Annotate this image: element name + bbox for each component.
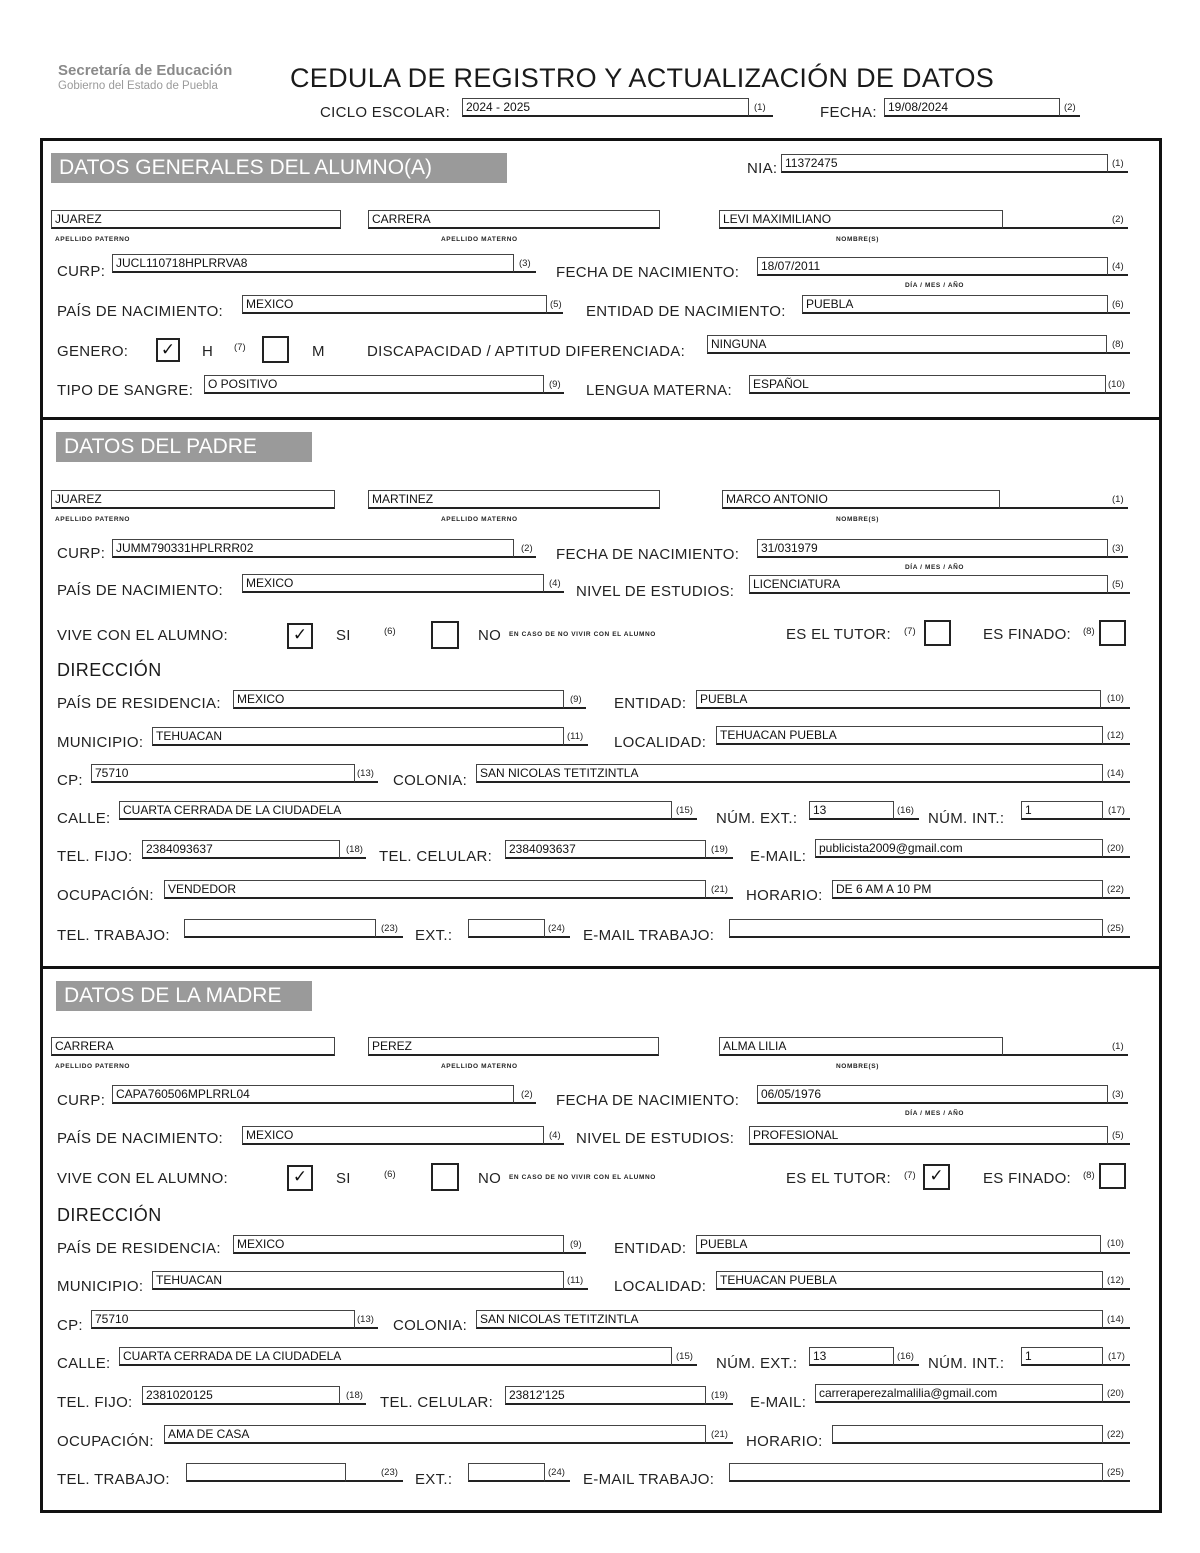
pais-res-label: PAÍS DE RESIDENCIA:	[57, 695, 221, 712]
padre-num-int-field[interactable]: 1	[1021, 801, 1103, 820]
num-label: (5)	[1112, 1130, 1124, 1141]
num-label: (19)	[711, 844, 728, 855]
num-label: (22)	[1107, 1429, 1124, 1440]
padre-curp-field[interactable]: JUMM790331HPLRRR02	[112, 539, 514, 558]
fecha-num: (2)	[1064, 102, 1076, 113]
field-underline	[355, 1327, 378, 1329]
padre-fecha-nac-field[interactable]: 31/031979	[757, 539, 1108, 558]
direccion-heading: DIRECCIÓN	[57, 1205, 162, 1225]
padre-pais-res-field[interactable]: MEXICO	[233, 690, 564, 709]
pais-nac-label: PAÍS DE NACIMIENTO:	[57, 1130, 224, 1147]
field-underline	[706, 857, 733, 859]
padre-email-field[interactable]: publicista2009@gmail.com	[815, 839, 1103, 858]
tipo-sangre-label: TIPO DE SANGRE:	[57, 382, 194, 399]
sublabel-materno: APELLIDO MATERNO	[441, 236, 518, 243]
num-label: (2)	[521, 543, 533, 554]
curp-label: CURP:	[57, 263, 106, 280]
num-label: (8)	[1112, 339, 1124, 350]
field-underline	[1108, 274, 1128, 276]
sublabel-dma: DÍA / MES / AÑO	[905, 1110, 965, 1117]
field-underline	[1101, 1252, 1130, 1254]
nia-label: NIA:	[747, 160, 778, 177]
field-underline	[545, 936, 570, 938]
num-label: (4)	[549, 1130, 561, 1141]
field-underline	[1108, 592, 1130, 594]
sublabel-materno: APELLIDO MATERNO	[441, 1063, 518, 1070]
padre-email-trabajo-field[interactable]	[729, 919, 1103, 938]
direccion-heading: DIRECCIÓN	[57, 660, 162, 680]
num-label: (5)	[1112, 579, 1124, 590]
ext-label: EXT.:	[415, 927, 453, 944]
alumno-paterno-field[interactable]: JUAREZ	[51, 210, 341, 229]
num-label: (4)	[1112, 261, 1124, 272]
num-label: (8)	[1083, 626, 1095, 637]
colonia-label: COLONIA:	[393, 772, 468, 789]
nia-field[interactable]: 11372475	[781, 154, 1108, 173]
field-underline	[1106, 392, 1130, 394]
num-label: (3)	[1112, 1089, 1124, 1100]
field-underline	[1103, 856, 1130, 858]
madre-municipio-field[interactable]: TEHUACAN	[152, 1271, 564, 1290]
cp-label: CP:	[57, 772, 83, 789]
finado-label: ES FINADO:	[983, 1170, 1072, 1187]
field-underline	[672, 1364, 697, 1366]
padre-colonia-field[interactable]: SAN NICOLAS TETITZINTLA	[476, 764, 1103, 783]
genero-h-checkbox[interactable]: ✓	[156, 338, 180, 362]
sublabel-paterno: APELLIDO PATERNO	[55, 236, 131, 243]
madre-ext-field[interactable]	[468, 1463, 545, 1482]
field-underline	[547, 312, 563, 314]
si-label: SI	[336, 627, 351, 644]
field-underline	[1103, 1442, 1130, 1444]
madre-horario-field[interactable]	[832, 1425, 1103, 1444]
madre-curp-field[interactable]: CAPA760506MPLRRL04	[112, 1085, 514, 1104]
num-label: (23)	[381, 923, 398, 934]
num-label: (13)	[357, 1314, 374, 1325]
padre-localidad-field[interactable]: TEHUACAN PUEBLA	[716, 726, 1103, 745]
padre-horario-field[interactable]: DE 6 AM A 10 PM	[832, 880, 1103, 899]
sublabel-paterno: APELLIDO PATERNO	[55, 516, 131, 523]
ciclo-underline	[749, 115, 773, 117]
madre-num-ext-field[interactable]: 13	[809, 1347, 894, 1366]
org-subtitle: Gobierno del Estado de Puebla	[58, 80, 218, 92]
padre-finado-checkbox[interactable]	[1099, 620, 1126, 646]
num-label: (10)	[1108, 379, 1125, 390]
field-underline	[1003, 227, 1128, 229]
field-underline	[1107, 352, 1130, 354]
field-underline	[564, 1288, 588, 1290]
num-label: (6)	[384, 1169, 396, 1180]
entidad-label: ENTIDAD:	[614, 1240, 687, 1257]
num-label: (17)	[1108, 805, 1125, 816]
num-label: (7)	[904, 626, 916, 637]
num-label: (5)	[550, 299, 562, 310]
field-underline	[1000, 507, 1128, 509]
field-underline	[544, 1143, 564, 1145]
municipio-label: MUNICIPIO:	[57, 734, 144, 751]
madre-tel-fijo-field[interactable]: 2381020125	[142, 1386, 340, 1405]
ciclo-field[interactable]: 2024 - 2025	[462, 98, 749, 117]
genero-m-label: M	[312, 343, 325, 360]
madre-entidad-field[interactable]: PUEBLA	[696, 1235, 1101, 1254]
curp-label: CURP:	[57, 1092, 106, 1109]
num-int-label: NÚM. INT.:	[928, 1355, 1005, 1372]
field-underline	[1103, 781, 1130, 783]
field-underline	[545, 1480, 570, 1482]
num-label: (18)	[346, 1390, 363, 1401]
madre-ocupacion-field[interactable]: AMA DE CASA	[164, 1425, 706, 1444]
pais-nac-label: PAÍS DE NACIMIENTO:	[57, 303, 224, 320]
finado-label: ES FINADO:	[983, 626, 1072, 643]
field-underline	[1108, 312, 1130, 314]
nivel-label: NIVEL DE ESTUDIOS:	[576, 1130, 735, 1147]
colonia-label: COLONIA:	[393, 1317, 468, 1334]
alumno-nombres-field[interactable]: LEVI MAXIMILIANO	[719, 210, 1003, 229]
field-underline	[564, 744, 588, 746]
field-underline	[346, 1480, 403, 1482]
padre-nombres-field[interactable]: MARCO ANTONIO	[722, 490, 1000, 509]
email-label: E-MAIL:	[750, 1394, 807, 1411]
num-label: (15)	[676, 805, 693, 816]
cp-label: CP:	[57, 1317, 83, 1334]
page-title: CEDULA DE REGISTRO Y ACTUALIZACIÓN DE DATOS	[290, 63, 995, 93]
email-trabajo-label: E-MAIL TRABAJO:	[583, 927, 715, 944]
padre-nivel-field[interactable]: LICENCIATURA	[749, 575, 1108, 594]
madre-num-int-field[interactable]: 1	[1021, 1347, 1103, 1366]
madre-email-field[interactable]: carreraperezalmalilia@gmail.com	[815, 1384, 1103, 1403]
madre-vive-no-checkbox[interactable]	[431, 1163, 459, 1191]
genero-label: GENERO:	[57, 343, 129, 360]
num-label: (1)	[1112, 158, 1124, 169]
localidad-label: LOCALIDAD:	[614, 1278, 707, 1295]
municipio-label: MUNICIPIO:	[57, 1278, 144, 1295]
horario-label: HORARIO:	[746, 887, 823, 904]
madre-paterno-field[interactable]: CARRERA	[51, 1037, 335, 1056]
tel-cel-label: TEL. CELULAR:	[379, 848, 493, 865]
section-title-padre: DATOS DEL PADRE	[56, 432, 312, 462]
alumno-pais-nac-field[interactable]: MEXICO	[242, 295, 547, 314]
field-underline	[1103, 1401, 1130, 1403]
alumno-fecha-nac-field[interactable]: 18/07/2011	[757, 257, 1108, 276]
madre-cp-field[interactable]: 75710	[91, 1310, 355, 1329]
field-underline	[706, 1442, 733, 1444]
alumno-materno-field[interactable]: CARRERA	[368, 210, 660, 229]
field-underline	[1103, 743, 1130, 745]
num-label: (23)	[381, 1467, 398, 1478]
num-label: (2)	[521, 1089, 533, 1100]
fecha-nac-label: FECHA DE NACIMIENTO:	[556, 546, 740, 563]
num-label: (8)	[1083, 1170, 1095, 1181]
num-label: (15)	[676, 1351, 693, 1362]
madre-finado-checkbox[interactable]	[1099, 1163, 1126, 1189]
alumno-entidad-nac-field[interactable]: PUEBLA	[802, 295, 1108, 314]
num-label: (14)	[1107, 1314, 1124, 1325]
padre-calle-field[interactable]: CUARTA CERRADA DE LA CIUDADELA	[119, 801, 672, 820]
padre-tel-cel-field[interactable]: 2384093637	[505, 840, 706, 859]
num-label: (6)	[384, 626, 396, 637]
alumno-tipo-sangre-field[interactable]: O POSITIVO	[204, 375, 544, 394]
calle-label: CALLE:	[57, 1355, 111, 1372]
tel-trabajo-label: TEL. TRABAJO:	[57, 1471, 170, 1488]
madre-nivel-field[interactable]: PROFESIONAL	[749, 1126, 1108, 1145]
num-label: (17)	[1108, 1351, 1125, 1362]
horario-label: HORARIO:	[746, 1433, 823, 1450]
field-underline	[894, 1364, 919, 1366]
num-label: (16)	[897, 805, 914, 816]
num-label: (25)	[1107, 1467, 1124, 1478]
discapacidad-label: DISCAPACIDAD / APTITUD DIFERENCIADA:	[367, 343, 686, 360]
vive-label: VIVE CON EL ALUMNO:	[57, 627, 229, 644]
madre-nombres-field[interactable]: ALMA LILIA	[719, 1037, 1003, 1056]
field-underline	[1101, 707, 1130, 709]
fecha-nac-label: FECHA DE NACIMIENTO:	[556, 1092, 740, 1109]
madre-fecha-nac-field[interactable]: 06/05/1976	[757, 1085, 1108, 1104]
num-label: (12)	[1107, 1275, 1124, 1286]
sublabel-dma: DÍA / MES / AÑO	[905, 564, 965, 571]
sublabel-dma: DÍA / MES / AÑO	[905, 282, 965, 289]
num-label: (3)	[1112, 543, 1124, 554]
localidad-label: LOCALIDAD:	[614, 734, 707, 751]
field-underline	[340, 857, 366, 859]
pais-res-label: PAÍS DE RESIDENCIA:	[57, 1240, 221, 1257]
section-title-alumno: DATOS GENERALES DEL ALUMNO(A)	[51, 153, 507, 183]
no-label: NO	[478, 1170, 502, 1187]
ocupacion-label: OCUPACIÓN:	[57, 887, 154, 904]
field-underline	[1103, 818, 1130, 820]
padre-paterno-field[interactable]: JUAREZ	[51, 490, 335, 509]
genero-h-label: H	[202, 343, 214, 360]
num-label: (1)	[1112, 1041, 1124, 1052]
tel-fijo-label: TEL. FIJO:	[57, 1394, 133, 1411]
org-title: Secretaría de Educación	[58, 62, 233, 79]
fecha-nac-label: FECHA DE NACIMIENTO:	[556, 264, 740, 281]
sublabel-no-vive: EN CASO DE NO VIVIR CON EL ALUMNO	[509, 631, 656, 638]
num-label: (21)	[711, 1429, 728, 1440]
field-underline	[340, 1403, 366, 1405]
field-underline	[514, 556, 536, 558]
num-label: (19)	[711, 1390, 728, 1401]
tel-cel-label: TEL. CELULAR:	[380, 1394, 494, 1411]
num-label: (10)	[1107, 693, 1124, 704]
num-label: (9)	[570, 694, 582, 705]
padre-materno-field[interactable]: MARTINEZ	[368, 490, 660, 509]
num-label: (6)	[1112, 299, 1124, 310]
field-underline	[355, 781, 378, 783]
num-label: (3)	[519, 258, 531, 269]
num-ext-label: NÚM. EXT.:	[716, 1355, 798, 1372]
padre-num-ext-field[interactable]: 13	[809, 801, 894, 820]
num-label: (16)	[897, 1351, 914, 1362]
num-label: (24)	[548, 923, 565, 934]
calle-label: CALLE:	[57, 810, 111, 827]
padre-municipio-field[interactable]: TEHUACAN	[152, 727, 564, 746]
field-underline	[376, 936, 403, 938]
email-label: E-MAIL:	[750, 848, 807, 865]
num-label: (11)	[567, 731, 584, 742]
tel-trabajo-label: TEL. TRABAJO:	[57, 927, 170, 944]
madre-pais-nac-field[interactable]: MEXICO	[242, 1126, 544, 1145]
num-label: (4)	[549, 578, 561, 589]
num-ext-label: NÚM. EXT.:	[716, 810, 798, 827]
genero-m-checkbox[interactable]	[262, 336, 289, 363]
num-label: (25)	[1107, 923, 1124, 934]
tutor-label: ES EL TUTOR:	[786, 1170, 892, 1187]
num-int-label: NÚM. INT.:	[928, 810, 1005, 827]
field-underline	[706, 897, 733, 899]
fecha-underline	[1060, 115, 1080, 117]
padre-tel-fijo-field[interactable]: 2384093637	[142, 840, 340, 859]
madre-colonia-field[interactable]: SAN NICOLAS TETITZINTLA	[476, 1310, 1103, 1329]
padre-vive-si-checkbox[interactable]: ✓	[287, 623, 313, 649]
lengua-label: LENGUA MATERNA:	[586, 382, 732, 399]
field-underline	[1108, 1143, 1130, 1145]
madre-calle-field[interactable]: CUARTA CERRADA DE LA CIUDADELA	[119, 1347, 672, 1366]
madre-tel-cel-field[interactable]: 23812'125	[505, 1386, 706, 1405]
num-label: (10)	[1107, 1238, 1124, 1249]
num-label: (13)	[357, 768, 374, 779]
pais-nac-label: PAÍS DE NACIMIENTO:	[57, 582, 224, 599]
madre-email-trabajo-field[interactable]	[729, 1463, 1103, 1482]
madre-tutor-checkbox[interactable]: ✓	[923, 1164, 950, 1190]
field-underline	[1108, 1102, 1128, 1104]
section-title-madre: DATOS DE LA MADRE	[56, 981, 312, 1011]
padre-entidad-field[interactable]: PUEBLA	[696, 690, 1101, 709]
madre-pais-res-field[interactable]: MEXICO	[233, 1235, 564, 1254]
field-underline	[544, 591, 564, 593]
field-underline	[544, 392, 564, 394]
num-label: (7)	[904, 1170, 916, 1181]
field-underline	[514, 1102, 536, 1104]
sublabel-materno: APELLIDO MATERNO	[441, 516, 518, 523]
num-label: (20)	[1107, 1388, 1124, 1399]
num-label: (12)	[1107, 730, 1124, 741]
logo	[58, 62, 232, 92]
padre-tel-trabajo-field[interactable]	[184, 919, 376, 938]
num-label: (2)	[1112, 214, 1124, 225]
field-underline	[514, 271, 536, 273]
madre-materno-field[interactable]: PEREZ	[368, 1037, 659, 1056]
num-label: (20)	[1107, 843, 1124, 854]
field-underline	[672, 818, 697, 820]
padre-pais-nac-field[interactable]: MEXICO	[242, 574, 544, 593]
no-label: NO	[478, 627, 502, 644]
field-underline	[564, 1252, 586, 1254]
field-underline	[1108, 556, 1128, 558]
sublabel-nombres: NOMBRE(S)	[836, 236, 879, 243]
field-underline	[1103, 897, 1130, 899]
sublabel-no-vive: EN CASO DE NO VIVIR CON EL ALUMNO	[509, 1174, 656, 1181]
madre-vive-si-checkbox[interactable]: ✓	[287, 1165, 313, 1191]
curp-label: CURP:	[57, 545, 106, 562]
ocupacion-label: OCUPACIÓN:	[57, 1433, 154, 1450]
field-underline	[564, 707, 586, 709]
num-label: (9)	[570, 1239, 582, 1250]
field-underline	[1103, 1364, 1130, 1366]
si-label: SI	[336, 1170, 351, 1187]
num-label: (14)	[1107, 768, 1124, 779]
sublabel-nombres: NOMBRE(S)	[836, 1063, 879, 1070]
field-underline	[1003, 1054, 1128, 1056]
padre-tutor-checkbox[interactable]	[924, 620, 951, 646]
madre-localidad-field[interactable]: TEHUACAN PUEBLA	[716, 1271, 1103, 1290]
num-label: (7)	[234, 342, 246, 353]
entidad-nac-label: ENTIDAD DE NACIMIENTO:	[586, 303, 786, 320]
field-underline	[706, 1403, 733, 1405]
field-underline	[1103, 1327, 1130, 1329]
vive-label: VIVE CON EL ALUMNO:	[57, 1170, 229, 1187]
alumno-discapacidad-field[interactable]: NINGUNA	[707, 335, 1107, 354]
alumno-lengua-field[interactable]: ESPAÑOL	[749, 375, 1106, 394]
num-label: (1)	[1112, 494, 1124, 505]
ciclo-num: (1)	[754, 102, 766, 113]
alumno-curp-field[interactable]: JUCL110718HPLRRVA8	[112, 254, 514, 273]
madre-tel-trabajo-field[interactable]	[186, 1463, 346, 1482]
field-underline	[1108, 171, 1128, 173]
padre-vive-no-checkbox[interactable]	[431, 621, 459, 649]
tel-fijo-label: TEL. FIJO:	[57, 848, 133, 865]
num-label: (21)	[711, 884, 728, 895]
fecha-label: FECHA:	[820, 104, 877, 121]
entidad-label: ENTIDAD:	[614, 695, 687, 712]
padre-ocupacion-field[interactable]: VENDEDOR	[164, 880, 706, 899]
padre-ext-field[interactable]	[468, 919, 545, 938]
email-trabajo-label: E-MAIL TRABAJO:	[583, 1471, 715, 1488]
field-underline	[1103, 936, 1130, 938]
num-label: (11)	[567, 1275, 584, 1286]
sublabel-paterno: APELLIDO PATERNO	[55, 1063, 131, 1070]
num-label: (24)	[548, 1467, 565, 1478]
nivel-label: NIVEL DE ESTUDIOS:	[576, 583, 735, 600]
sublabel-nombres: NOMBRE(S)	[836, 516, 879, 523]
padre-cp-field[interactable]: 75710	[91, 764, 355, 783]
field-underline	[894, 818, 919, 820]
ciclo-label: CICLO ESCOLAR:	[320, 104, 451, 121]
field-underline	[1103, 1480, 1130, 1482]
num-label: (9)	[549, 379, 561, 390]
ext-label: EXT.:	[415, 1471, 453, 1488]
fecha-field[interactable]: 19/08/2024	[884, 98, 1060, 117]
num-label: (18)	[346, 844, 363, 855]
field-underline	[1103, 1288, 1130, 1290]
tutor-label: ES EL TUTOR:	[786, 626, 892, 643]
num-label: (22)	[1107, 884, 1124, 895]
